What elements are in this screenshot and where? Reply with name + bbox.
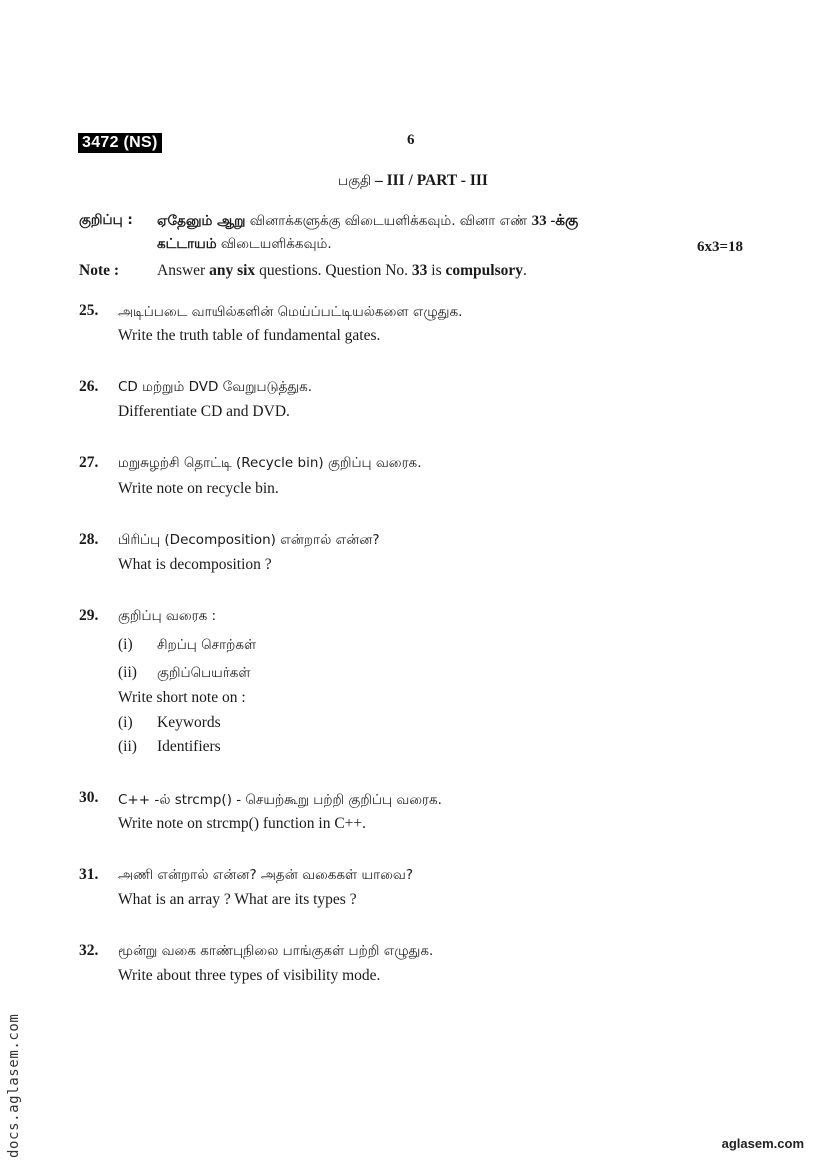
sub-item-number: (ii): [118, 738, 137, 755]
question-number: 32.: [79, 942, 99, 959]
question-tamil: அணி என்றால் என்ன? அதன் வகைகள் யாவை?: [118, 867, 414, 883]
page-number: 6: [407, 132, 415, 148]
part-heading-english: – III / PART - III: [371, 172, 488, 189]
sub-item-tamil: குறிப்பெயர்கள்: [157, 665, 251, 681]
sub-item-number: (i): [118, 636, 133, 653]
sub-item-number: (i): [118, 714, 133, 731]
question-tamil: குறிப்பு வரைக :: [118, 608, 217, 624]
note-label-english: Note :: [79, 262, 120, 279]
question-english: Write about three types of visibility mode.: [118, 967, 381, 984]
sub-item-english: Identifiers: [157, 738, 221, 755]
note-bold: 33: [411, 262, 428, 279]
question-tamil: அடிப்படை வாயில்களின் மெய்ப்பட்டியல்களை எழுதுக.: [118, 304, 463, 320]
sub-item-tamil: சிறப்பு சொற்கள்: [157, 637, 257, 653]
question-english: What is decomposition ?: [118, 556, 272, 573]
sub-item-english: Keywords: [157, 714, 221, 731]
note-text: விடையளிக்கவும்.: [216, 236, 332, 252]
note-bold: any six: [209, 262, 256, 279]
note-text: is: [427, 262, 446, 279]
question-english: Write short note on :: [118, 689, 246, 706]
question-number: 25.: [79, 302, 99, 319]
question-number: 29.: [79, 607, 99, 624]
part-heading-tamil: பகுதி: [338, 173, 372, 189]
note-bold: compulsory: [445, 262, 523, 279]
question-english: Write note on strcmp() function in C++.: [118, 815, 367, 832]
question-number: 26.: [79, 378, 99, 395]
note-bold-compulsory: கட்டாயம்: [157, 236, 217, 252]
question-tamil: [118, 789, 442, 810]
note-text: questions. Question No.: [255, 262, 412, 279]
question-english: Write note on recycle bin.: [118, 480, 279, 497]
note-english: [157, 262, 527, 280]
question-english: Write the truth table of fundamental gates.: [118, 327, 381, 344]
note-text: வினாக்களுக்கு விடையளிக்கவும். வினா எண்: [245, 213, 532, 229]
question-english: Differentiate CD and DVD.: [118, 403, 290, 420]
corner-watermark: aglasem.com: [721, 1136, 804, 1151]
question-tamil: CD மற்றும் DVD வேறுபடுத்துக.: [118, 379, 312, 395]
question-tamil: பிரிப்பு (Decomposition) என்றால் என்ன?: [118, 532, 380, 548]
part-heading: [0, 172, 826, 191]
note-text: Answer: [157, 262, 210, 279]
question-number: 31.: [79, 866, 99, 883]
note-text: .: [523, 262, 527, 279]
question-number: 28.: [79, 531, 99, 548]
paper-code-badge: 3472 (NS): [78, 133, 162, 153]
question-number: 27.: [79, 454, 99, 471]
question-tamil-text: C++ -ல் strcmp() - செயற்கூறு பற்றி குறிப்பு வரைக.: [118, 792, 442, 808]
question-tamil: மறுசுழற்சி தொட்டி (Recycle bin) குறிப்பு வரைக.: [118, 455, 422, 471]
question-tamil: மூன்று வகை காண்புநிலை பாங்குகள் பற்றி எழுதுக.: [118, 943, 434, 959]
note-label-tamil: குறிப்பு :: [79, 212, 133, 228]
side-watermark: docs.aglasem.com: [6, 1013, 22, 1158]
note-bold-q33: 33 -க்கு: [531, 213, 579, 229]
question-number: 30.: [79, 789, 99, 806]
note-bold-any-six: ஏதேனும் ஆறு: [157, 213, 246, 229]
question-english: What is an array ? What are its types ?: [118, 891, 357, 908]
note-tamil-line-2: [157, 236, 332, 254]
marks-allotment: 6x3=18: [697, 239, 744, 255]
note-tamil-line-1: [157, 212, 578, 231]
sub-item-number: (ii): [118, 664, 137, 681]
